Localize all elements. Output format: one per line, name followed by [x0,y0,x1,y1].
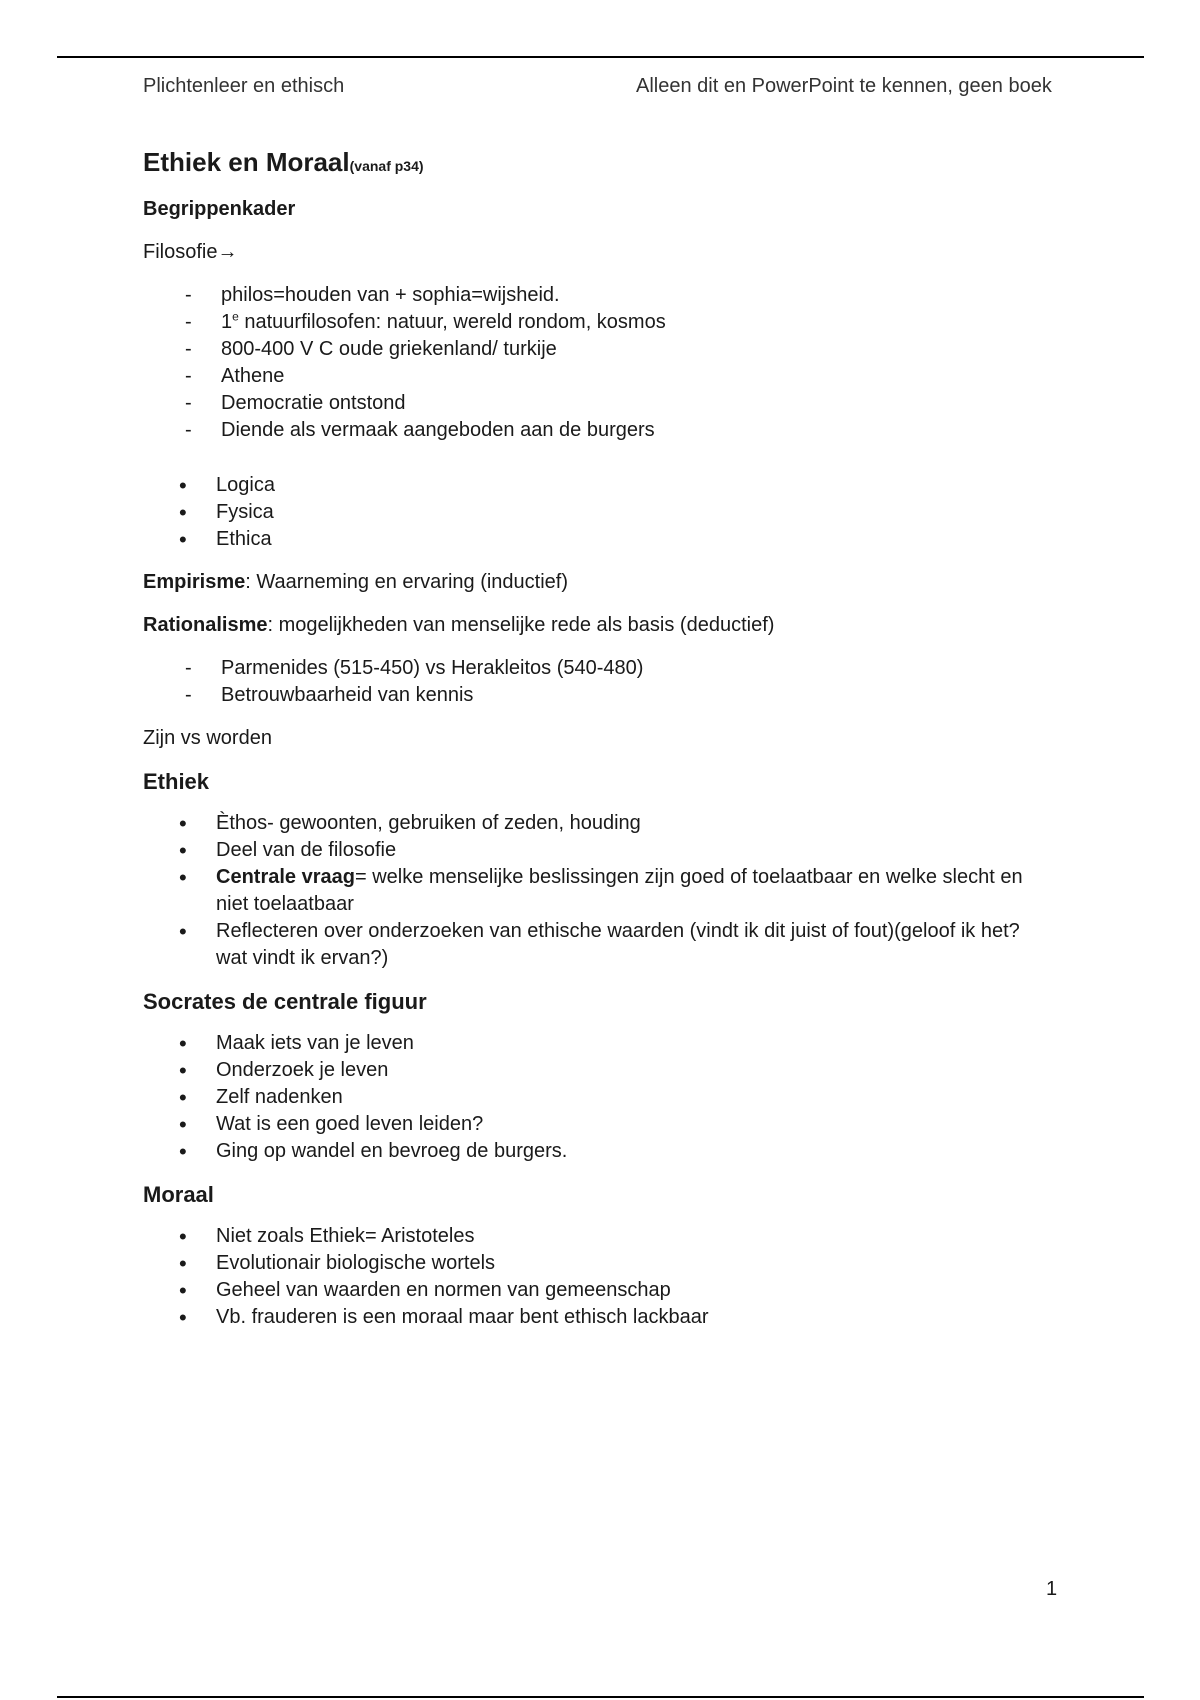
empirisme-term: Empirisme [143,571,246,593]
list-item: • Èthos- gewoonten, gebruiken of zeden, houding [143,810,1043,837]
rationalisme-list [143,655,1043,709]
list-item: • Niet zoals Ethiek= Aristoteles [143,1223,1043,1250]
list-item: • Ethica [143,526,1043,553]
empirisme-text: : Waarneming en ervaring (inductief) [245,571,568,593]
list-item: • Deel van de filosofie [143,837,1043,864]
rationalisme-paragraph [143,612,1043,639]
ordinal-number: 1 [221,311,233,333]
list-item: - 800-400 V C oude griekenland/ turkije [143,336,1043,363]
list-item: - Parmenides (515-450) vs Herakleitos (540-480) [143,655,1043,682]
centrale-vraag-term: Centrale vraag [216,866,355,888]
list-item: • Geheel van waarden en normen van gemeenschap [143,1277,1043,1304]
rationalisme-term: Rationalisme [143,614,268,636]
title-main: Ethiek en Moraal [143,147,350,177]
list-item: - Diende als vermaak aangeboden aan de burgers [143,417,1043,444]
list-item [143,309,1043,336]
list-item: • Fysica [143,499,1043,526]
list-item: • Onderzoek je leven [143,1057,1043,1084]
list-item: - Betrouwbaarheid van kennis [143,682,1043,709]
list-item [143,864,1043,918]
header-right-text: Alleen dit en PowerPoint te kennen, geen boek [636,75,1052,97]
list-item: - philos=houden van + sophia=wijsheid. [143,282,1043,309]
rationalisme-text: : mogelijkheden van menselijke rede als basis (deductief) [267,614,775,636]
list-item: • Wat is een goed leven leiden? [143,1111,1043,1138]
moraal-list [143,1223,1043,1331]
page-number: 1 [1046,1578,1058,1600]
begrippenkader-heading: Begrippenkader [143,198,296,220]
filosofie-list [143,282,1043,444]
document-title [143,146,1043,182]
list-item: - Democratie ontstond [143,390,1043,417]
list-item: • Logica [143,472,1043,499]
list-item: - Athene [143,363,1043,390]
ordinal-suffix: e [232,309,239,324]
footer-rule [57,1696,1144,1698]
list-item: • Zelf nadenken [143,1084,1043,1111]
header-rule [57,56,1144,58]
list-item: • Reflecteren over onderzoeken van ethische waarden (vindt ik dit juist of fout)(geloof ik het? wat vindt ik ervan?) [143,918,1043,972]
moraal-heading: Moraal [143,1182,214,1207]
list-item: • Evolutionair biologische wortels [143,1250,1043,1277]
list-item: • Maak iets van je leven [143,1030,1043,1057]
title-page-ref: (vanaf p34) [349,158,424,174]
list-item-text: natuurfilosofen: natuur, wereld rondom, kosmos [244,311,666,333]
document-body [143,146,1043,1347]
ethiek-heading: Ethiek [143,769,210,794]
list-item: • Vb. frauderen is een moraal maar bent ethisch lackbaar [143,1304,1043,1331]
zijn-vs-worden: Zijn vs worden [143,727,272,749]
branches-list [143,472,1043,553]
socrates-list [143,1030,1043,1165]
filosofie-label: Filosofie→ [143,241,238,263]
socrates-heading: Socrates de centrale figuur [143,989,427,1014]
list-item: • Ging op wandel en bevroeg de burgers. [143,1138,1043,1165]
empirisme-paragraph [143,569,1043,596]
ethiek-list [143,810,1043,972]
header-left-text: Plichtenleer en ethisch [143,75,345,97]
centrale-vraag-text: = welke menselijke beslissingen zijn goed of toelaatbaar en welke slecht en niet toelaatbaar [216,866,1023,915]
